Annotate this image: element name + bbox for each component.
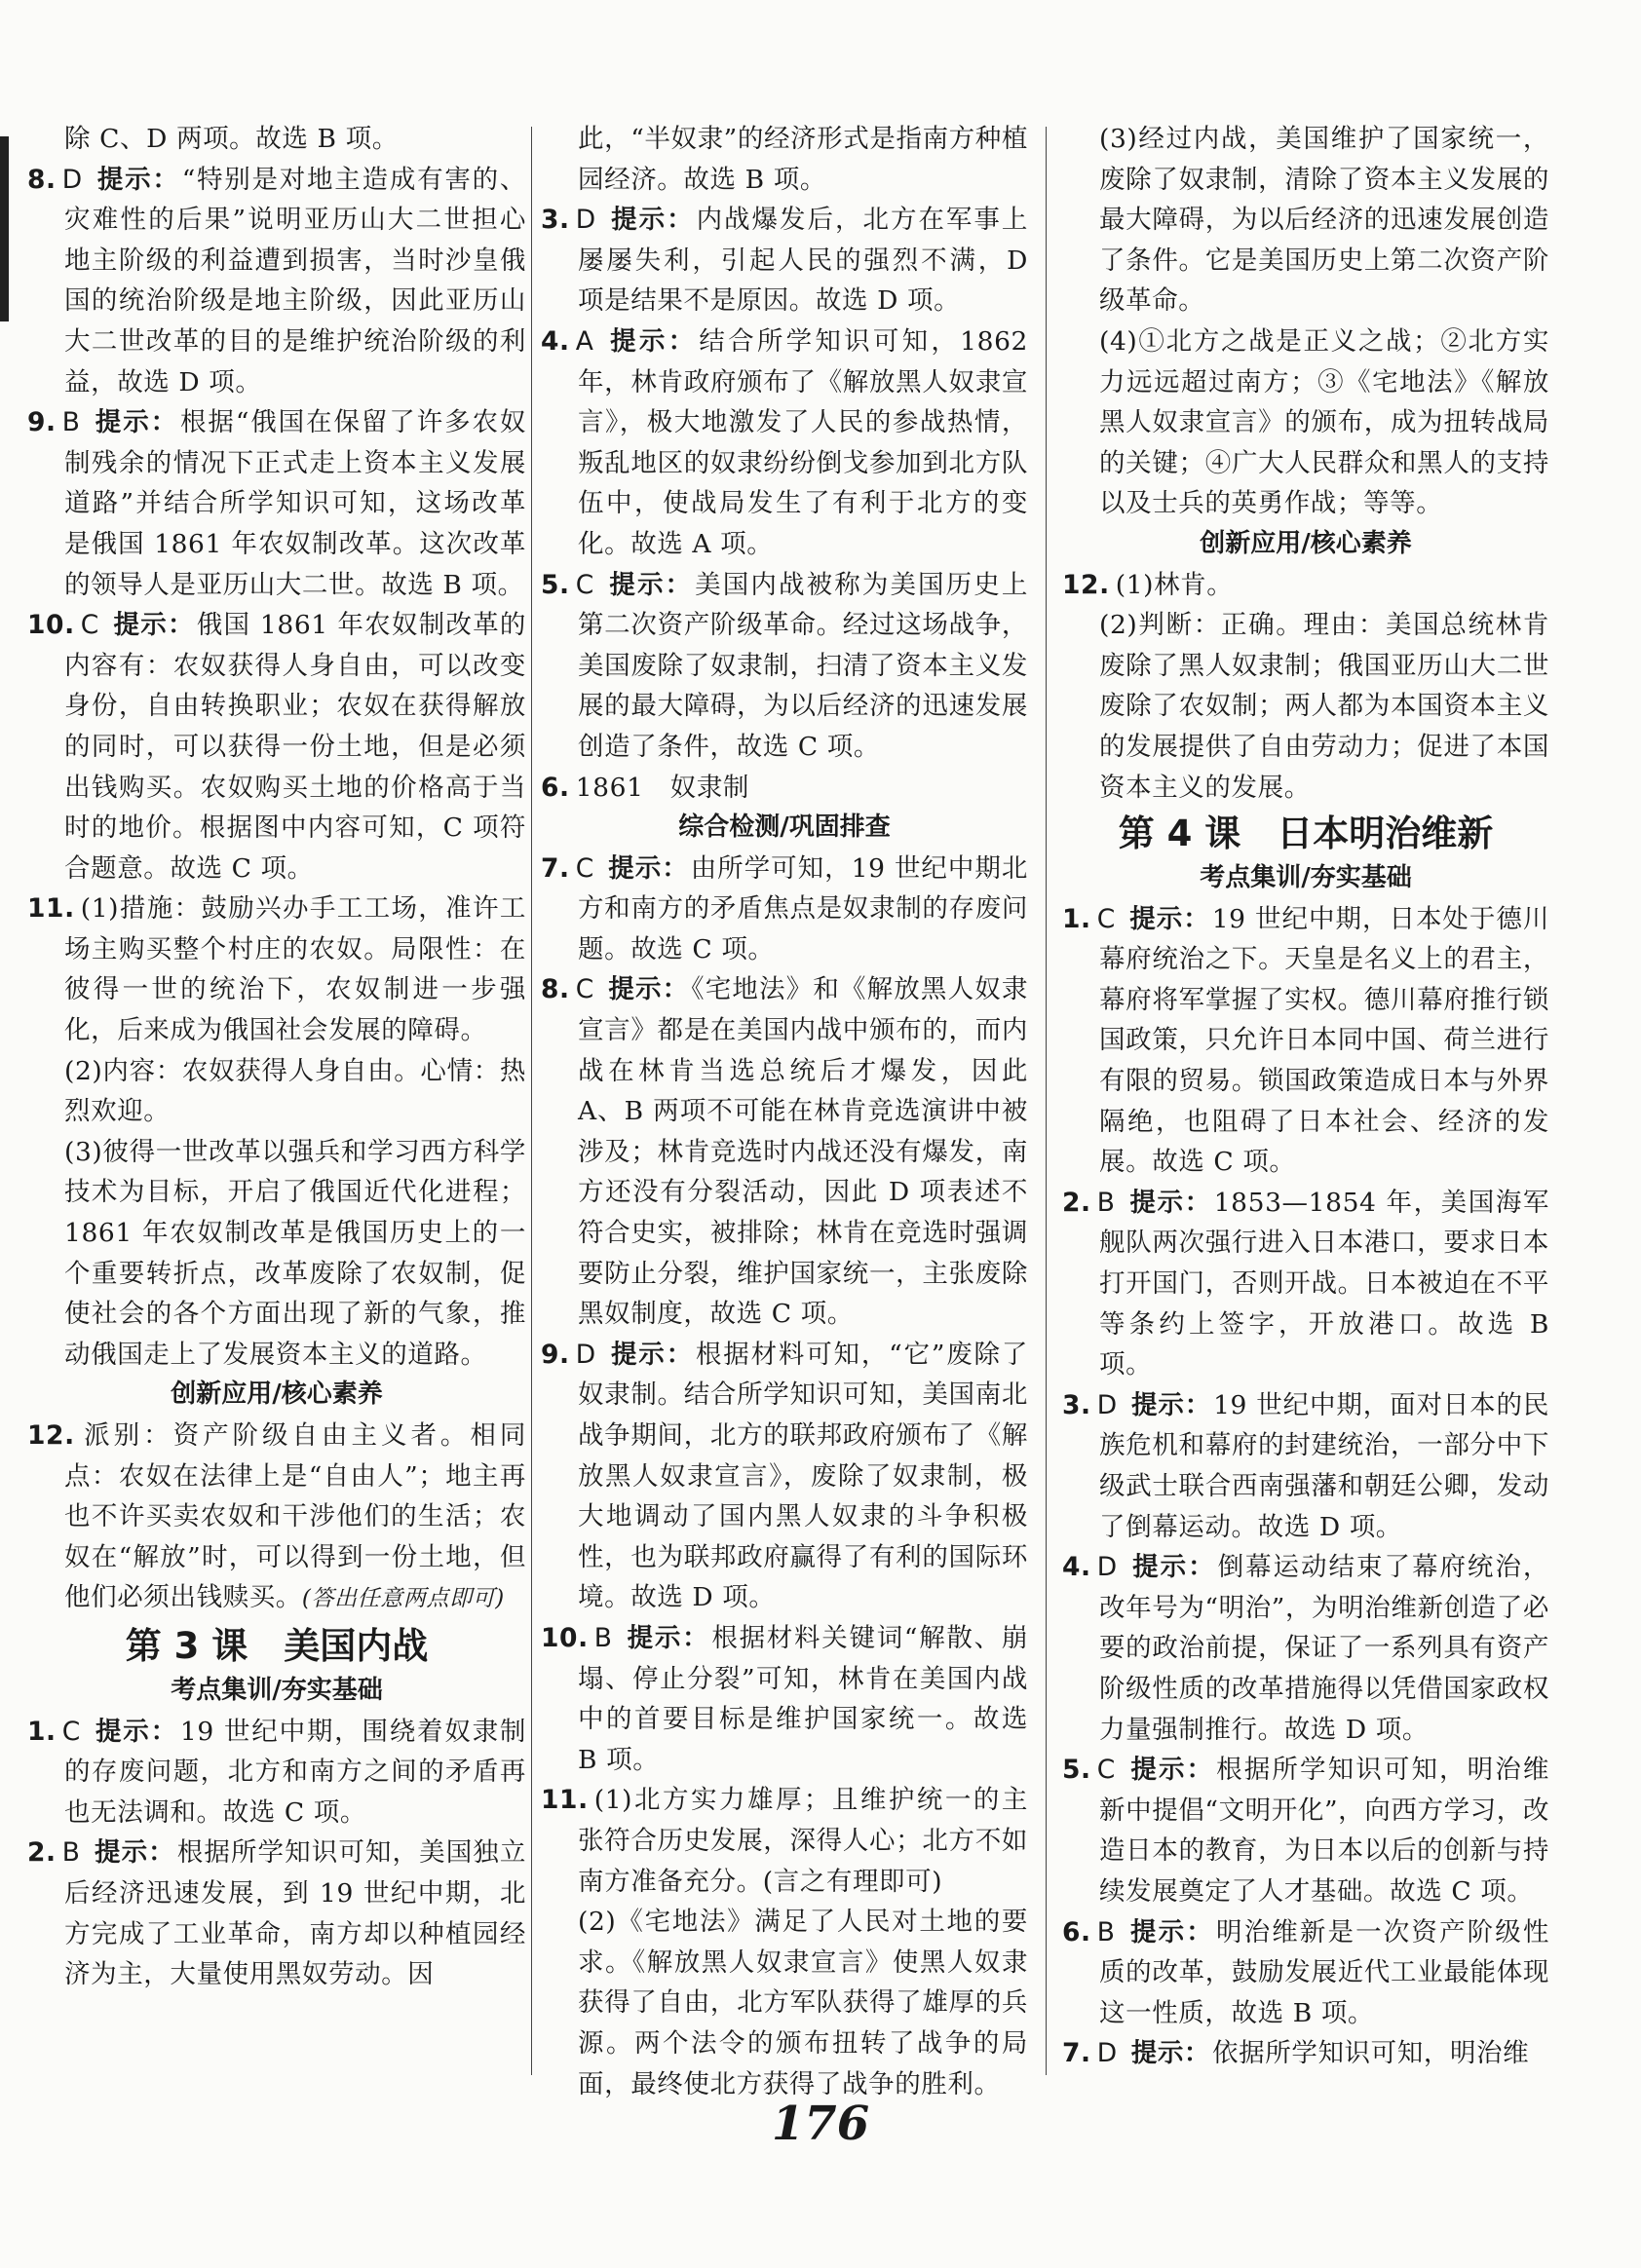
section-heading: 创新应用/核心素养: [1200, 528, 1412, 558]
question-11-part-3: (3)彼得一世改革以强兵和学习西方科学技术为目标，开启了俄国近代化进程；1861 年农奴制改革是俄国历史上的一个重要转折点，改革废除了农奴制，促使社会的各个方面出现了新的气象，推动俄国走上了发展资本主义的道路。: [64, 1136, 526, 1370]
question-11-part-4: (4)①北方之战是正义之战；②北方实力远远超过南方；③《宅地法》《解放黑人奴隶宣言》的颁布，成为扭转战局的关键；④广大人民群众和黑人的支持以及士兵的英勇作战；等等。: [1099, 325, 1549, 519]
lesson3-question-2: 2. B 提示：根据所学知识可知，美国独立后经济迅速发展，到 19 世纪中期，北方完成了工业革命，南方却以种植园经济为主，大量使用黑奴劳动。因: [27, 1837, 526, 1990]
question-12: 12. (1)林肯。: [1062, 569, 1234, 600]
lesson4-question-1: 1. C 提示：19 世纪中期，日本处于德川幕府统治之下。天皇是名义上的君主，幕府将军掌握了实权。德川幕府推行锁国政策，只允许日本同中国、荷兰进行有限的贸易。锁国政策造成日本与外界隔绝，也阻碍了日本社会、经济的发展。故选 C 项。: [1062, 903, 1549, 1178]
section-heading: 考点集训/夯实基础: [1200, 863, 1412, 893]
lesson4-question-2: 2. B 提示：1853—1854 年，美国海军舰队两次强行进入日本港口，要求日本打开国门，否则开战。日本被迫在不平等条约上签字，开放港口。故选 B 项。: [1062, 1187, 1549, 1380]
lesson4-question-5: 5. C 提示：根据所学知识可知，明治维新中提倡“文明开化”，向西方学习，改造日本的教育，为日本以后的创新与持续发展奠定了人才基础。故选 C 项。: [1062, 1755, 1549, 1907]
lesson4-question-4: 4. D 提示：倒幕运动结束了幕府统治，改年号为“明治”，为明治维新创造了必要的政治前提，保证了一系列具有资产阶级性质的改革措施得以凭借国家政权力量强制推行。故选 D 项。: [1062, 1552, 1549, 1745]
question-11: 11. (1)措施：鼓励兴办手工工场，准许工场主购买整个村庄的农奴。局限性：在彼得一世的统治下，农奴制进一步强化，后来成为俄国社会发展的障碍。: [27, 893, 526, 1046]
column-divider-2: [1046, 127, 1047, 2075]
question-12-part-2: (2)判断：正确。理由：美国总统林肯废除了黑人奴隶制；俄国亚历山大二世废除了农奴制；两人都为本国资本主义的发展提供了自由劳动力；促进了本国资本主义的发展。: [1099, 610, 1549, 803]
column-1: [27, 119, 526, 1995]
lesson4-question-7: 7. D 提示：依据所学知识可知，明治维: [1062, 2038, 1530, 2069]
question-9: 9. D 提示：根据材料可知，“它”废除了奴隶制。结合所学知识可知，美国南北战争期间，北方的联邦政府颁布了《解放黑人奴隶宣言》，废除了奴隶制，极大地调动了国内黑人奴隶的斗争积极性，也为联邦政府赢得了有利的国际环境。故选 D 项。: [541, 1339, 1028, 1613]
lesson3-question-1: 1. C 提示：19 世纪中期，围绕着奴隶制的存废问题，北方和南方之间的矛盾再也无法调和。故选 C 项。: [27, 1716, 526, 1828]
question-11-part-2: (2)内容：农奴获得人身自由。心情：热烈欢迎。: [64, 1055, 526, 1127]
page-number: 176: [771, 2097, 870, 2151]
column-divider-1: [531, 127, 532, 2075]
question-6: 6. 1861 奴隶制: [541, 772, 749, 803]
section-heading: 创新应用/核心素养: [171, 1380, 383, 1410]
lesson4-question-3: 3. D 提示：19 世纪中期，面对日本的民族危机和幕府的封建统治，一部分中下级武士联合西南强藩和朝廷公卿，发动了倒幕运动。故选 D 项。: [1062, 1389, 1549, 1542]
question-7: 7. C 提示：由所学可知，19 世纪中期北方和南方的矛盾焦点是奴隶制的存废问题。故选 C 项。: [541, 852, 1028, 964]
lesson-3-title: 第 3 课 美国内战: [125, 1624, 429, 1667]
question-10: 10. C 提示：俄国 1861 年农奴制改革的内容有：农奴获得人身自由，可以改变身份，自由转换职业；农奴在获得解放的同时，可以获得一份土地，但是必须出钱购买。农奴购买土地的价格高于当时的地价。根据图中内容可知，C 项符合题意。故选 C 项。: [27, 610, 526, 884]
question-11: 11. (1)北方实力雄厚；且维护统一的主张符合历史发展，深得人心；北方不如南方准备充分。(言之有理即可): [541, 1785, 1028, 1897]
column-3: [1062, 119, 1549, 2074]
question-5: 5. C 提示：美国内战被称为美国历史上第二次资产阶级革命。经过这场战争，美国废除了奴隶制，扫清了资本主义发展的最大障碍，为以后经济的迅速发展创造了条件，故选 C 项。: [541, 569, 1028, 762]
lesson4-question-6: 6. B 提示：明治维新是一次资产阶级性质的改革，鼓励发展近代工业最能体现这一性质，故选 B 项。: [1062, 1916, 1549, 2028]
question-3: 3. D 提示：内战爆发后，北方在军事上屡屡失利，引起人民的强烈不满，D 项是结果不是原因。故选 D 项。: [541, 205, 1028, 317]
text-line: 此，“半奴隶”的经济形式是指南方种植园经济。故选 B 项。: [578, 124, 1028, 195]
lesson-4-title: 第 4 课 日本明治维新: [1118, 813, 1494, 855]
question-11-part-3: (3)经过内战，美国维护了国家统一，废除了奴隶制，清除了资本主义发展的最大障碍，为以后经济的迅速发展创造了条件。它是美国历史上第二次资产阶级革命。: [1099, 124, 1549, 317]
question-8: 8. C 提示：《宅地法》和《解放黑人奴隶宣言》都是在美国内战中颁布的，而内战在林肯当选总统后才爆发，因此 A、B 两项不可能在林肯竞选演讲中被涉及；林肯竞选时内战还没有爆发，南方还没有分裂活动，因此 D 项表述不符合史实，被排除；林肯在竞选时强调要防止分裂，维护国家统一，主张废除黑奴制度，故选 C 项。: [541, 974, 1028, 1330]
section-heading: 考点集训/夯实基础: [171, 1675, 383, 1705]
question-11-part-2: (2)《宅地法》满足了人民对土地的要求。《解放黑人奴隶宣言》使黑人奴隶获得了自由，北方军队获得了雄厚的兵源。两个法令的颁布扭转了战争的局面，最终使北方获得了战争的胜利。: [578, 1907, 1028, 2099]
question-4: 4. A 提示：结合所学知识可知，1862年，林肯政府颁布了《解放黑人奴隶宣言》，极大地激发了人民的参战热情，叛乱地区的奴隶纷纷倒戈参加到北方队伍中，使战局发生了有利于北方的变化。故选 A 项。: [541, 325, 1028, 559]
binding-edge-bar: [0, 136, 9, 321]
question-12: 12. 派别：资产阶级自由主义者。相同点：农奴在法律上是“自由人”；地主再也不许买卖农奴和干涉他们的生活；农奴在“解放”时，可以得到一份土地，但他们必须出钱赎买。(答出任意两点即可): [27, 1420, 526, 1613]
question-8: 8. D 提示：“特别是对地主造成有害的、灾难性的后果”说明亚历山大二世担心地主阶级的利益遭到损害，当时沙皇俄国的统治阶级是地主阶级，因此亚历山大二世改革的目的是维护统治阶级的利益，故选 D 项。: [27, 164, 526, 397]
section-heading: 综合检测/巩固排查: [678, 813, 891, 843]
column-2: [541, 119, 1028, 2104]
question-10: 10. B 提示：根据材料关键词“解散、崩塌、停止分裂”可知，林肯在美国内战中的首要目标是维护国家统一。故选 B 项。: [541, 1622, 1028, 1775]
text-line: 除 C、D 两项。故选 B 项。: [64, 124, 399, 154]
question-9: 9. B 提示：根据“俄国在保留了许多农奴制残余的情况下正式走上资本主义发展道路”并结合所学知识可知，这场改革是俄国 1861 年农奴制改革。这次改革的领导人是亚历山大二世。故选 B 项。: [27, 407, 526, 600]
